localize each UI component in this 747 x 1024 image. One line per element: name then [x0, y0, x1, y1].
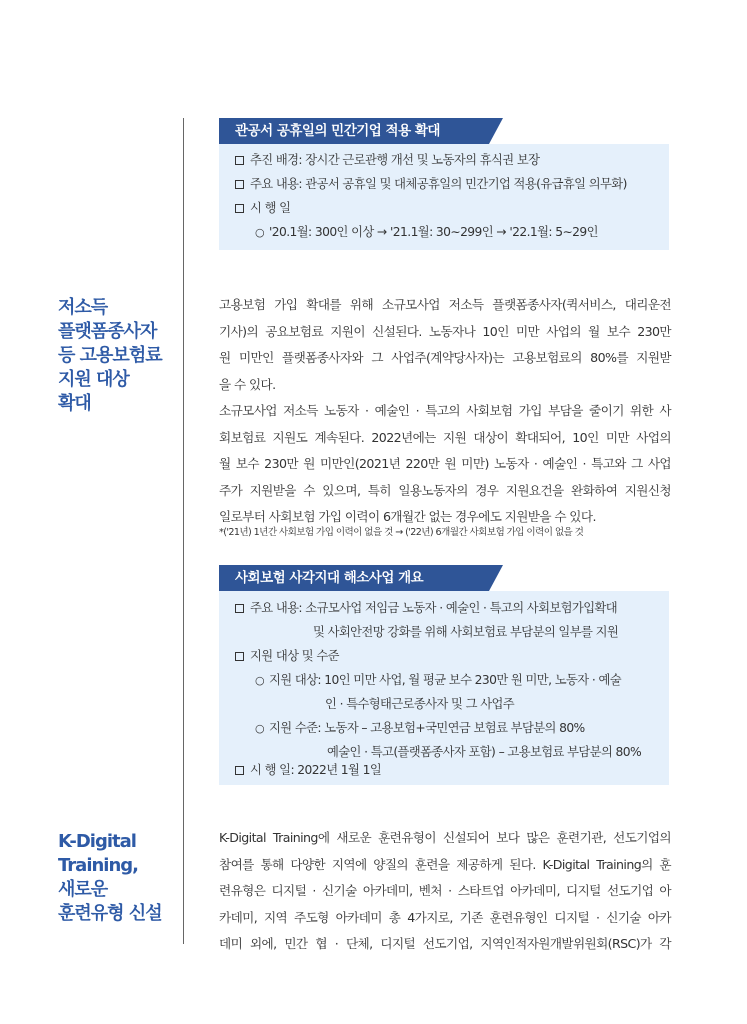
body-paragraph: 고용보험 가입 확대를 위해 소규모사업 저소득 플랫폼종사자(퀵서비스, 대리운전 기사)의 공요보험료 지원이 신설된다. 노동자나 10인 미만 사업의 월 보수 230만 원 미만인 플랫폼종사자와 그 사업주(계약당사자)는 고용보험료의 80%를 지원받 을 수 있다. 소규모사업 저소득 노동자 · 예술인 · 특고의 사회보험 가입 부담을 줄이기 위한 사 회보험료 지원도 계속된다. 2022년에는 지원 대상이 확대되어, 10인 미만 사업의 월 보수 230만 원 미만인(2021년 220만 원 미만) 노동자 · 예술인 · 특고와 그 사업 주가 지원받을 수 있으며, 특히 일용노동자의 경우 지원요건을 완화하여 지원신청 일로부터 사회보험 가입 이력이 6개월간 없는 경우에도 지원받을 수 있다.	[219, 297, 671, 524]
box-sub-item: ○ '20.1월: 300인 이상 → '21.1월: 30∼299인 → '22.1월: 5∼29인	[255, 220, 598, 245]
square-bullet-icon	[235, 652, 244, 661]
square-bullet-icon	[235, 156, 244, 165]
square-bullet-icon	[235, 180, 244, 189]
box-item: 주요 내용: 소규모사업 저임금 노동자 · 예술인 · 특고의 사회보험가입확대	[235, 596, 617, 620]
box-title-social-insurance: 사회보험 사각지대 해소사업 개요	[219, 565, 489, 591]
circle-bullet-icon: ○	[255, 722, 264, 735]
box-title-public-holiday: 관공서 공휴일의 민간기업 적용 확대	[219, 118, 489, 144]
box-item: 지원 대상 및 수준	[235, 644, 339, 668]
vertical-divider	[183, 118, 184, 944]
info-box-social-insurance	[219, 591, 669, 785]
box-item: 시 행 일: 2022년 1월 1일	[235, 758, 381, 782]
section-heading-k-digital-training: K-Digital Training, 새로운 훈련유형 신설	[58, 831, 162, 924]
square-bullet-icon	[235, 204, 244, 213]
box-sub-item: ○ 지원 수준: 노동자 – 고용보험+국민연금 보험료 부담분의 80%	[255, 716, 585, 741]
square-bullet-icon	[235, 766, 244, 775]
square-bullet-icon	[235, 604, 244, 613]
box-item: 추진 배경: 장시간 근로관행 개선 및 노동자의 휴식권 보장	[235, 148, 539, 172]
circle-bullet-icon: ○	[255, 226, 264, 239]
box-item: 시 행 일	[235, 196, 290, 220]
box-item: 주요 내용: 관공서 공휴일 및 대체공휴일의 민간기업 적용(유급휴일 의무화)	[235, 172, 627, 196]
body-paragraph: K-Digital Training에 새로운 훈련유형이 신설되어 보다 많은 훈련기관, 선도기업의 참여를 통해 다양한 지역에 양질의 훈련을 제공하게 된다. K-Digital Training의 훈 련유형은 디지털 · 신기술 아카데미, 벤처 · 스타트업 아카데미, 디지털 선도기업 아 카데미, 지역 주도형 아카데미 총 4가지로, 기존 훈련유형인 디지털 · 신기술 아카 데미 외에, 민간 협 · 단체, 디지털 선도기업, 지역인적자원개발위원회(RSC)가 각	[219, 830, 671, 951]
box-sub-item-continuation: 예술인 · 특고(플랫폼종사자 포함) – 고용보험료 부담분의 80%	[327, 745, 642, 759]
box-sub-item: ○ 지원 대상: 10인 미만 사업, 월 평균 보수 230만 원 미만, 노동자 · 예술	[255, 668, 621, 693]
footnote: *('21년) 1년간 사회보험 가입 이력이 없을 것 → ('22년) 6개월간 사회보험 가입 이력이 없을 것	[219, 527, 584, 538]
info-box-public-holiday	[219, 144, 669, 250]
box-item-continuation: 및 사회안전망 강화를 위해 사회보험료 부담분의 일부를 지원	[313, 625, 619, 639]
circle-bullet-icon: ○	[255, 674, 264, 687]
box-sub-item-continuation: 인 · 특수형태근로종사자 및 그 사업주	[325, 697, 515, 711]
section-heading-platform-workers: 저소득 플랫폼종사자 등 고용보험료 지원 대상 확대	[58, 297, 162, 414]
